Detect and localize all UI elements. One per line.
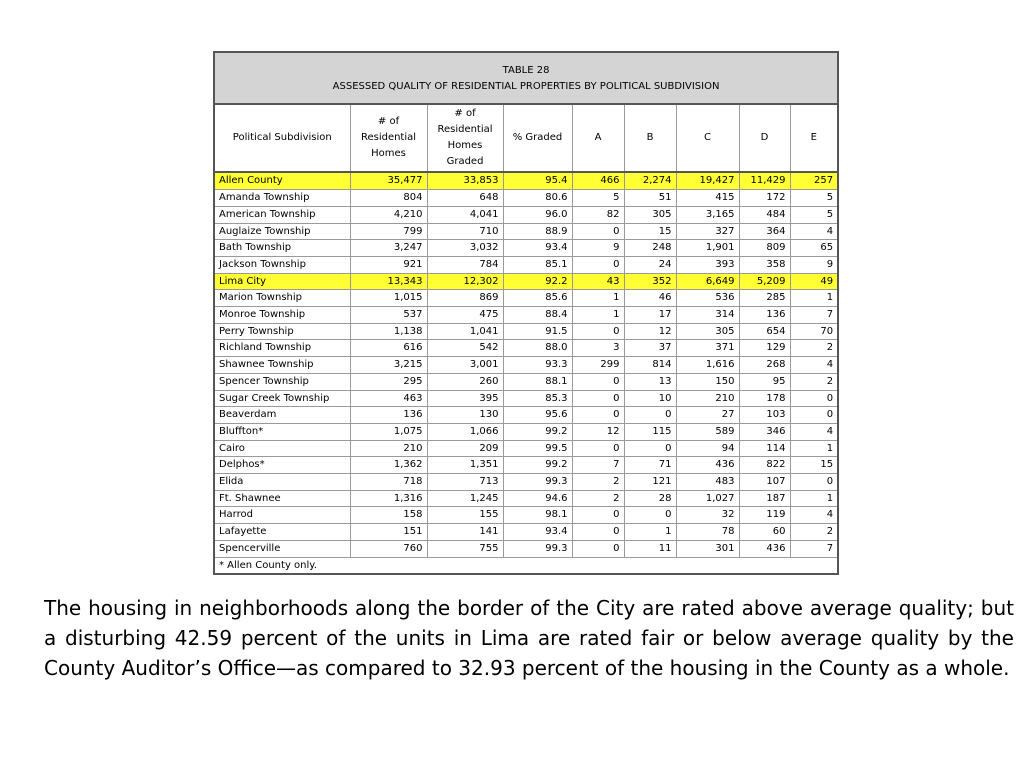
cell-pct: 80.6	[503, 190, 572, 207]
cell-subdivision: Jackson Township	[214, 256, 350, 273]
cell-e: 0	[790, 390, 838, 407]
cell-graded: 542	[427, 340, 503, 357]
cell-subdivision: Bath Township	[214, 240, 350, 257]
cell-a: 1	[572, 307, 624, 324]
column-header-subdivision: Political Subdivision	[214, 104, 350, 172]
cell-e: 70	[790, 323, 838, 340]
cell-b: 28	[624, 490, 676, 507]
cell-d: 436	[739, 540, 790, 557]
cell-c: 536	[676, 290, 739, 307]
cell-c: 589	[676, 423, 739, 440]
cell-a: 0	[572, 524, 624, 541]
cell-graded: 12,302	[427, 273, 503, 290]
table-row	[214, 407, 838, 424]
cell-e: 9	[790, 256, 838, 273]
cell-b: 15	[624, 223, 676, 240]
cell-homes: 13,343	[350, 273, 427, 290]
cell-c: 27	[676, 407, 739, 424]
cell-a: 466	[572, 172, 624, 189]
cell-subdivision: Beaverdam	[214, 407, 350, 424]
cell-e: 1	[790, 490, 838, 507]
cell-c: 314	[676, 307, 739, 324]
cell-e: 2	[790, 373, 838, 390]
cell-a: 0	[572, 407, 624, 424]
cell-pct: 93.4	[503, 240, 572, 257]
cell-graded: 141	[427, 524, 503, 541]
cell-pct: 85.6	[503, 290, 572, 307]
cell-pct: 88.4	[503, 307, 572, 324]
cell-pct: 92.2	[503, 273, 572, 290]
cell-homes: 151	[350, 524, 427, 541]
table-header-row	[214, 104, 838, 172]
cell-c: 32	[676, 507, 739, 524]
cell-a: 0	[572, 323, 624, 340]
column-header-pct: % Graded	[503, 104, 572, 172]
cell-c: 1,901	[676, 240, 739, 257]
cell-b: 24	[624, 256, 676, 273]
body-paragraph: The housing in neighborhoods along the border of the City are rated above average quality; but a disturbing 42.59 percent of the units in Lima are rated fair or below average quality by the County Auditor’s Office—as compared to 32.93 percent of the housing in the County as a whole.	[44, 596, 1014, 680]
cell-c: 94	[676, 440, 739, 457]
table-row	[214, 507, 838, 524]
cell-b: 13	[624, 373, 676, 390]
column-header-b: B	[624, 104, 676, 172]
cell-e: 7	[790, 540, 838, 557]
table-row	[214, 340, 838, 357]
cell-pct: 99.2	[503, 457, 572, 474]
cell-homes: 3,247	[350, 240, 427, 257]
table-number: TABLE 28	[502, 65, 550, 76]
cell-subdivision: Sugar Creek Township	[214, 390, 350, 407]
cell-e: 2	[790, 340, 838, 357]
cell-e: 5	[790, 190, 838, 207]
cell-a: 43	[572, 273, 624, 290]
cell-subdivision: Lafayette	[214, 524, 350, 541]
cell-b: 1	[624, 524, 676, 541]
cell-d: 119	[739, 507, 790, 524]
cell-graded: 155	[427, 507, 503, 524]
cell-pct: 85.3	[503, 390, 572, 407]
cell-homes: 158	[350, 507, 427, 524]
column-header-homes: # of Residential Homes	[350, 104, 427, 172]
cell-a: 2	[572, 474, 624, 491]
cell-e: 65	[790, 240, 838, 257]
cell-a: 0	[572, 223, 624, 240]
cell-homes: 3,215	[350, 357, 427, 374]
table-row	[214, 323, 838, 340]
cell-e: 0	[790, 407, 838, 424]
cell-d: 809	[739, 240, 790, 257]
cell-graded: 1,066	[427, 423, 503, 440]
cell-homes: 463	[350, 390, 427, 407]
cell-graded: 475	[427, 307, 503, 324]
cell-d: 187	[739, 490, 790, 507]
cell-b: 71	[624, 457, 676, 474]
cell-e: 49	[790, 273, 838, 290]
cell-homes: 210	[350, 440, 427, 457]
cell-b: 0	[624, 440, 676, 457]
table-caption: ASSESSED QUALITY OF RESIDENTIAL PROPERTIES BY POLITICAL SUBDIVISION	[332, 80, 720, 92]
cell-d: 172	[739, 190, 790, 207]
cell-c: 78	[676, 524, 739, 541]
cell-pct: 96.0	[503, 206, 572, 223]
cell-d: 107	[739, 474, 790, 491]
cell-pct: 99.3	[503, 540, 572, 557]
cell-subdivision: Harrod	[214, 507, 350, 524]
cell-c: 6,649	[676, 273, 739, 290]
cell-e: 0	[790, 474, 838, 491]
cell-graded: 209	[427, 440, 503, 457]
cell-homes: 804	[350, 190, 427, 207]
cell-d: 822	[739, 457, 790, 474]
cell-graded: 1,351	[427, 457, 503, 474]
cell-c: 415	[676, 190, 739, 207]
cell-homes: 537	[350, 307, 427, 324]
cell-b: 46	[624, 290, 676, 307]
cell-subdivision: Allen County	[214, 172, 350, 189]
cell-b: 37	[624, 340, 676, 357]
cell-a: 82	[572, 206, 624, 223]
cell-b: 121	[624, 474, 676, 491]
cell-d: 654	[739, 323, 790, 340]
cell-a: 1	[572, 290, 624, 307]
cell-subdivision: Shawnee Township	[214, 357, 350, 374]
cell-pct: 94.6	[503, 490, 572, 507]
cell-d: 358	[739, 256, 790, 273]
cell-homes: 921	[350, 256, 427, 273]
table-row	[214, 307, 838, 324]
cell-c: 19,427	[676, 172, 739, 189]
cell-d: 5,209	[739, 273, 790, 290]
cell-d: 95	[739, 373, 790, 390]
cell-e: 4	[790, 357, 838, 374]
cell-homes: 1,362	[350, 457, 427, 474]
cell-graded: 3,001	[427, 357, 503, 374]
cell-d: 346	[739, 423, 790, 440]
cell-e: 15	[790, 457, 838, 474]
cell-graded: 3,032	[427, 240, 503, 257]
cell-d: 285	[739, 290, 790, 307]
table-footnote: * Allen County only.	[214, 557, 838, 574]
cell-subdivision: American Township	[214, 206, 350, 223]
table-body	[214, 172, 838, 557]
quality-table-container	[213, 51, 837, 575]
cell-d: 11,429	[739, 172, 790, 189]
cell-pct: 99.3	[503, 474, 572, 491]
cell-e: 257	[790, 172, 838, 189]
cell-homes: 1,075	[350, 423, 427, 440]
cell-a: 5	[572, 190, 624, 207]
cell-a: 0	[572, 507, 624, 524]
cell-homes: 616	[350, 340, 427, 357]
cell-pct: 93.4	[503, 524, 572, 541]
table-row	[214, 540, 838, 557]
cell-homes: 760	[350, 540, 427, 557]
cell-b: 248	[624, 240, 676, 257]
cell-subdivision: Amanda Township	[214, 190, 350, 207]
cell-e: 7	[790, 307, 838, 324]
cell-c: 3,165	[676, 206, 739, 223]
cell-graded: 648	[427, 190, 503, 207]
cell-homes: 1,015	[350, 290, 427, 307]
cell-pct: 93.3	[503, 357, 572, 374]
cell-d: 136	[739, 307, 790, 324]
cell-subdivision: Spencer Township	[214, 373, 350, 390]
column-header-d: D	[739, 104, 790, 172]
cell-subdivision: Richland Township	[214, 340, 350, 357]
cell-c: 371	[676, 340, 739, 357]
cell-pct: 98.1	[503, 507, 572, 524]
cell-b: 115	[624, 423, 676, 440]
cell-graded: 755	[427, 540, 503, 557]
cell-c: 150	[676, 373, 739, 390]
cell-d: 178	[739, 390, 790, 407]
cell-a: 7	[572, 457, 624, 474]
table-row	[214, 190, 838, 207]
cell-d: 484	[739, 206, 790, 223]
cell-e: 4	[790, 507, 838, 524]
cell-pct: 95.6	[503, 407, 572, 424]
cell-graded: 710	[427, 223, 503, 240]
cell-c: 1,027	[676, 490, 739, 507]
cell-d: 268	[739, 357, 790, 374]
cell-b: 352	[624, 273, 676, 290]
cell-subdivision: Marion Township	[214, 290, 350, 307]
table-row	[214, 273, 838, 290]
cell-a: 2	[572, 490, 624, 507]
cell-e: 4	[790, 223, 838, 240]
cell-graded: 1,041	[427, 323, 503, 340]
cell-homes: 799	[350, 223, 427, 240]
cell-b: 0	[624, 507, 676, 524]
cell-a: 0	[572, 540, 624, 557]
cell-d: 114	[739, 440, 790, 457]
cell-subdivision: Lima City	[214, 273, 350, 290]
cell-d: 364	[739, 223, 790, 240]
cell-graded: 130	[427, 407, 503, 424]
cell-pct: 88.0	[503, 340, 572, 357]
cell-a: 0	[572, 390, 624, 407]
cell-subdivision: Spencerville	[214, 540, 350, 557]
cell-e: 4	[790, 423, 838, 440]
cell-graded: 1,245	[427, 490, 503, 507]
cell-b: 814	[624, 357, 676, 374]
table-row	[214, 474, 838, 491]
table-row	[214, 457, 838, 474]
cell-graded: 260	[427, 373, 503, 390]
quality-table	[213, 51, 839, 575]
cell-a: 12	[572, 423, 624, 440]
column-header-c: C	[676, 104, 739, 172]
table-row	[214, 290, 838, 307]
cell-graded: 784	[427, 256, 503, 273]
cell-graded: 869	[427, 290, 503, 307]
cell-e: 1	[790, 440, 838, 457]
cell-a: 299	[572, 357, 624, 374]
cell-subdivision: Auglaize Township	[214, 223, 350, 240]
cell-homes: 1,316	[350, 490, 427, 507]
cell-d: 129	[739, 340, 790, 357]
cell-c: 1,616	[676, 357, 739, 374]
cell-graded: 713	[427, 474, 503, 491]
cell-b: 51	[624, 190, 676, 207]
cell-graded: 395	[427, 390, 503, 407]
table-row	[214, 490, 838, 507]
table-row	[214, 524, 838, 541]
table-row	[214, 206, 838, 223]
cell-c: 210	[676, 390, 739, 407]
cell-subdivision: Perry Township	[214, 323, 350, 340]
table-row	[214, 172, 838, 189]
cell-homes: 136	[350, 407, 427, 424]
table-row	[214, 440, 838, 457]
cell-pct: 99.5	[503, 440, 572, 457]
cell-c: 393	[676, 256, 739, 273]
table-row	[214, 373, 838, 390]
cell-b: 12	[624, 323, 676, 340]
table-row	[214, 223, 838, 240]
cell-c: 327	[676, 223, 739, 240]
cell-subdivision: Delphos*	[214, 457, 350, 474]
table-row	[214, 357, 838, 374]
cell-subdivision: Bluffton*	[214, 423, 350, 440]
cell-b: 17	[624, 307, 676, 324]
cell-e: 1	[790, 290, 838, 307]
cell-e: 2	[790, 524, 838, 541]
cell-homes: 4,210	[350, 206, 427, 223]
cell-graded: 33,853	[427, 172, 503, 189]
cell-d: 60	[739, 524, 790, 541]
cell-e: 5	[790, 206, 838, 223]
cell-a: 3	[572, 340, 624, 357]
cell-homes: 35,477	[350, 172, 427, 189]
cell-c: 301	[676, 540, 739, 557]
cell-pct: 88.1	[503, 373, 572, 390]
column-header-e: E	[790, 104, 838, 172]
cell-homes: 718	[350, 474, 427, 491]
cell-homes: 1,138	[350, 323, 427, 340]
cell-subdivision: Ft. Shawnee	[214, 490, 350, 507]
cell-b: 10	[624, 390, 676, 407]
cell-subdivision: Cairo	[214, 440, 350, 457]
cell-b: 0	[624, 407, 676, 424]
cell-d: 103	[739, 407, 790, 424]
cell-subdivision: Elida	[214, 474, 350, 491]
cell-pct: 85.1	[503, 256, 572, 273]
cell-subdivision: Monroe Township	[214, 307, 350, 324]
cell-c: 436	[676, 457, 739, 474]
cell-b: 305	[624, 206, 676, 223]
table-row	[214, 423, 838, 440]
table-title	[214, 52, 838, 104]
cell-a: 9	[572, 240, 624, 257]
cell-homes: 295	[350, 373, 427, 390]
cell-b: 2,274	[624, 172, 676, 189]
table-row	[214, 390, 838, 407]
cell-pct: 91.5	[503, 323, 572, 340]
cell-b: 11	[624, 540, 676, 557]
cell-a: 0	[572, 256, 624, 273]
cell-graded: 4,041	[427, 206, 503, 223]
cell-c: 305	[676, 323, 739, 340]
cell-a: 0	[572, 440, 624, 457]
column-header-graded: # of Residential Homes Graded	[427, 104, 503, 172]
cell-a: 0	[572, 373, 624, 390]
cell-c: 483	[676, 474, 739, 491]
cell-pct: 88.9	[503, 223, 572, 240]
cell-pct: 99.2	[503, 423, 572, 440]
column-header-a: A	[572, 104, 624, 172]
table-row	[214, 240, 838, 257]
table-row	[214, 256, 838, 273]
cell-pct: 95.4	[503, 172, 572, 189]
